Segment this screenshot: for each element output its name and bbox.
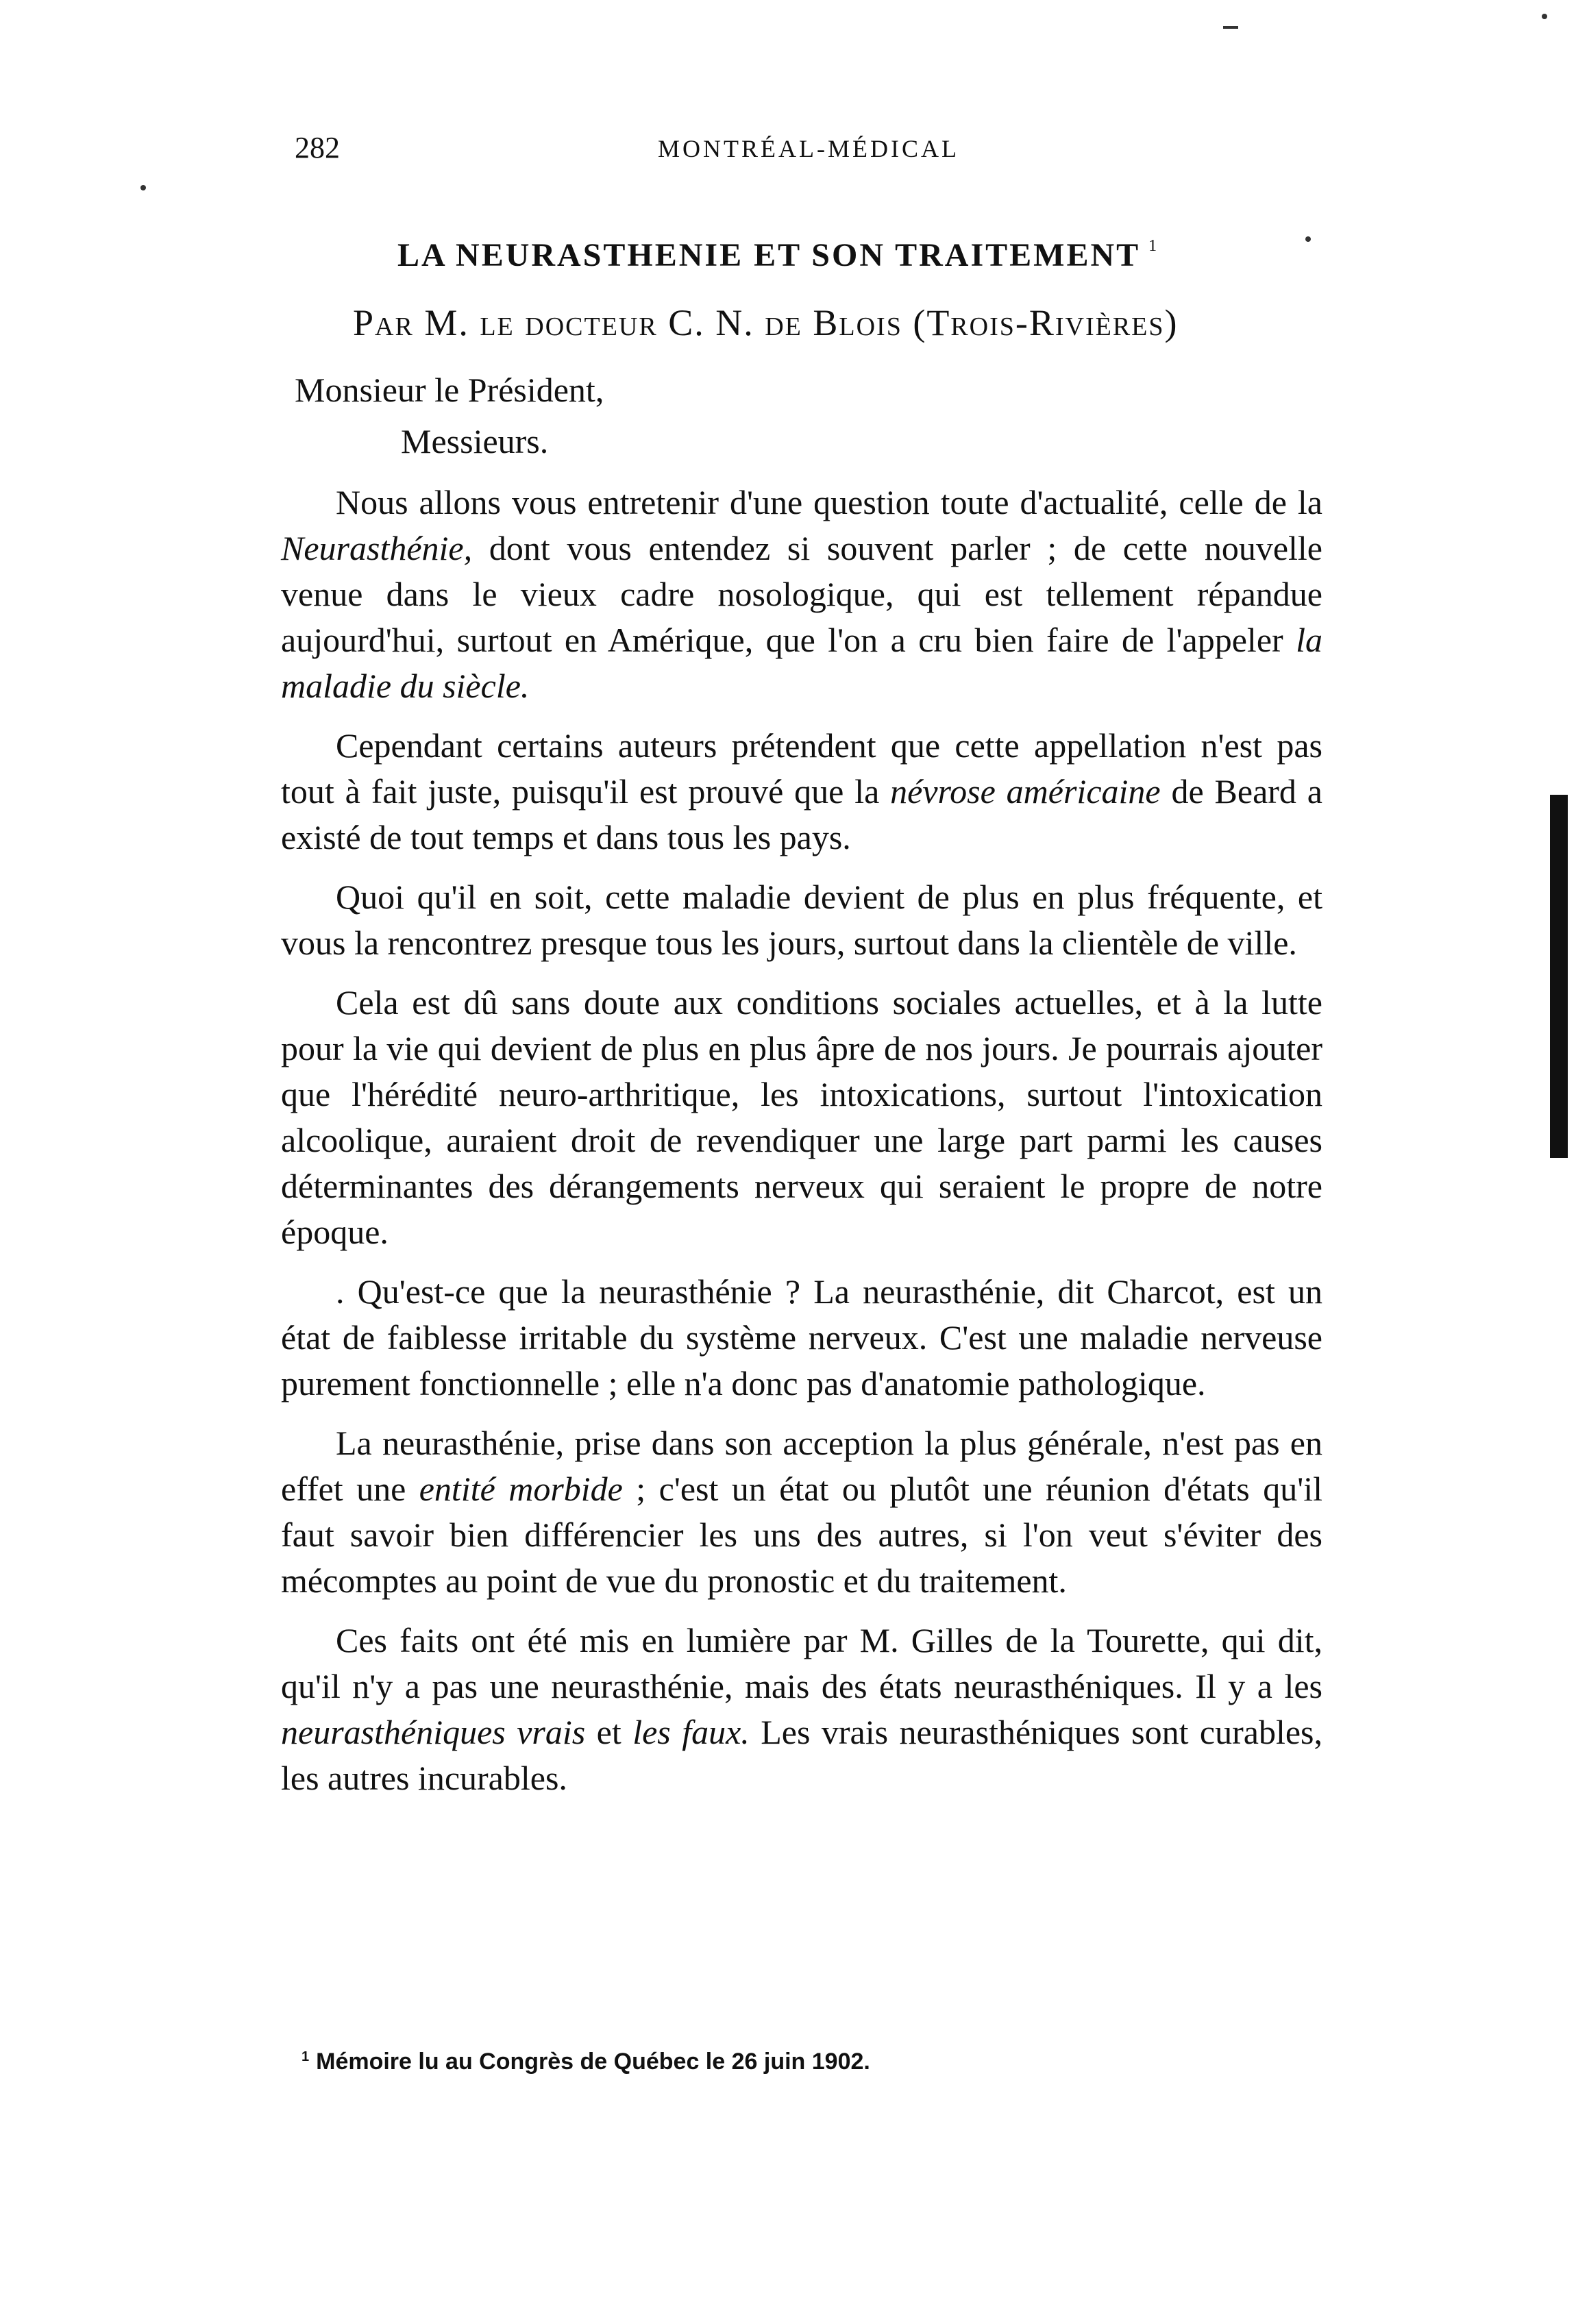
article-body bbox=[281, 480, 1322, 1815]
author-byline: Par M. le docteur C. N. de Blois (Trois-Rivières) bbox=[353, 302, 1179, 343]
title-footnote-marker: 1 bbox=[1148, 237, 1159, 255]
paragraph-1-text-c: dont vous entendez si souvent parler ; de cette nouvelle venue dans le vieux cadre nosologique, qui est tellement répandue aujourd'hui, surtout en Amérique, que l'on a cru bien faire de l'appeler bbox=[281, 529, 1322, 659]
paragraph-7-text-a: Ces faits ont été mis en lumière par M. Gilles de la Tourette, qui dit, qu'il n'y a pas une neurasthénie, mais des états neurasthéniques. Il y a les bbox=[281, 1621, 1322, 1705]
paragraph-7-text-e: Les vrais neurasthéniques sont curables, les autres incurables. bbox=[281, 1713, 1323, 1797]
paragraph-2 bbox=[281, 723, 1322, 861]
paragraph-6-text-c: ; c'est un état ou plutôt une réunion d'états qu'il faut savoir bien différencier les uns des autres, si l'on veut s'éviter des mécomptes au point de vue du pronostic et du traitement. bbox=[281, 1470, 1322, 1600]
paragraph-7-italic-vrais: neurasthéniques vrais bbox=[281, 1713, 586, 1751]
paragraph-7 bbox=[281, 1618, 1322, 1801]
paragraph-1-italic-neurasthenie: Neurasthénie, bbox=[281, 529, 473, 567]
scan-edge-shadow bbox=[1550, 795, 1568, 1158]
paragraph-1 bbox=[281, 480, 1322, 709]
article-title bbox=[397, 236, 1159, 274]
paragraph-7-italic-faux: les faux. bbox=[632, 1713, 750, 1751]
footnote-text: Mémoire lu au Congrès de Québec le 26 juin 1902. bbox=[316, 2049, 870, 2075]
page-number: 282 bbox=[295, 131, 340, 164]
salutation-messieurs: Messieurs. bbox=[401, 422, 549, 460]
paragraph-2-text-c: de Beard a existé de tout temps et dans tous les pays. bbox=[281, 772, 1322, 856]
footnote bbox=[301, 2049, 870, 2075]
paragraph-6 bbox=[281, 1420, 1322, 1604]
paragraph-2-italic-nevrose: névrose américaine bbox=[890, 772, 1161, 811]
scan-speck bbox=[140, 185, 146, 190]
paragraph-2-text-a: Cependant certains auteurs prétendent que cette appellation n'est pas tout à fait juste, puisqu'il est prouvé que la bbox=[281, 726, 1322, 811]
paragraph-7-text-c: et bbox=[585, 1713, 633, 1751]
paragraph-6-italic-entite: entité morbide bbox=[419, 1470, 623, 1508]
article-title-text: LA NEURASTHENIE ET SON TRAITEMENT bbox=[397, 237, 1141, 273]
paragraph-3: Quoi qu'il en soit, cette maladie devient de plus en plus fréquente, et vous la rencontrez presque tous les jours, surtout dans la clientèle de ville. bbox=[281, 878, 1322, 962]
footnote-marker: 1 bbox=[301, 2049, 310, 2064]
scan-speck bbox=[1305, 236, 1311, 242]
salutation-president: Monsieur le Président, bbox=[295, 371, 604, 409]
scan-speck bbox=[1223, 26, 1238, 29]
paragraph-5: . Qu'est-ce que la neurasthénie ? La neurasthénie, dit Charcot, est un état de faiblesse irritable du système nerveux. C'est une maladie nerveuse purement fonctionnelle ; elle n'a donc pas d'anatomie pathologique. bbox=[281, 1272, 1322, 1402]
journal-title: MONTRÉAL-MÉDICAL bbox=[658, 135, 959, 162]
paragraph-6-text-a: La neurasthénie, prise dans son acception la plus générale, n'est pas en effet une bbox=[281, 1424, 1322, 1508]
paragraph-1-italic-maladie: la maladie du siècle. bbox=[281, 621, 1322, 705]
paragraph-1-text-a: Nous allons vous entretenir d'une question toute d'actualité, celle de la bbox=[336, 483, 1322, 521]
scan-speck bbox=[1542, 14, 1547, 19]
paragraph-4: Cela est dû sans doute aux conditions sociales actuelles, et à la lutte pour la vie qui devient de plus en plus âpre de nos jours. Je pourrais ajouter que l'hérédité neuro-arthritique, les intoxications, surtout l'intoxication alcoolique, auraient droit de revendiquer une large part parmi les causes déterminantes des dérangements nerveux qui seraient le propre de notre époque. bbox=[281, 983, 1322, 1251]
running-header bbox=[295, 130, 1336, 171]
